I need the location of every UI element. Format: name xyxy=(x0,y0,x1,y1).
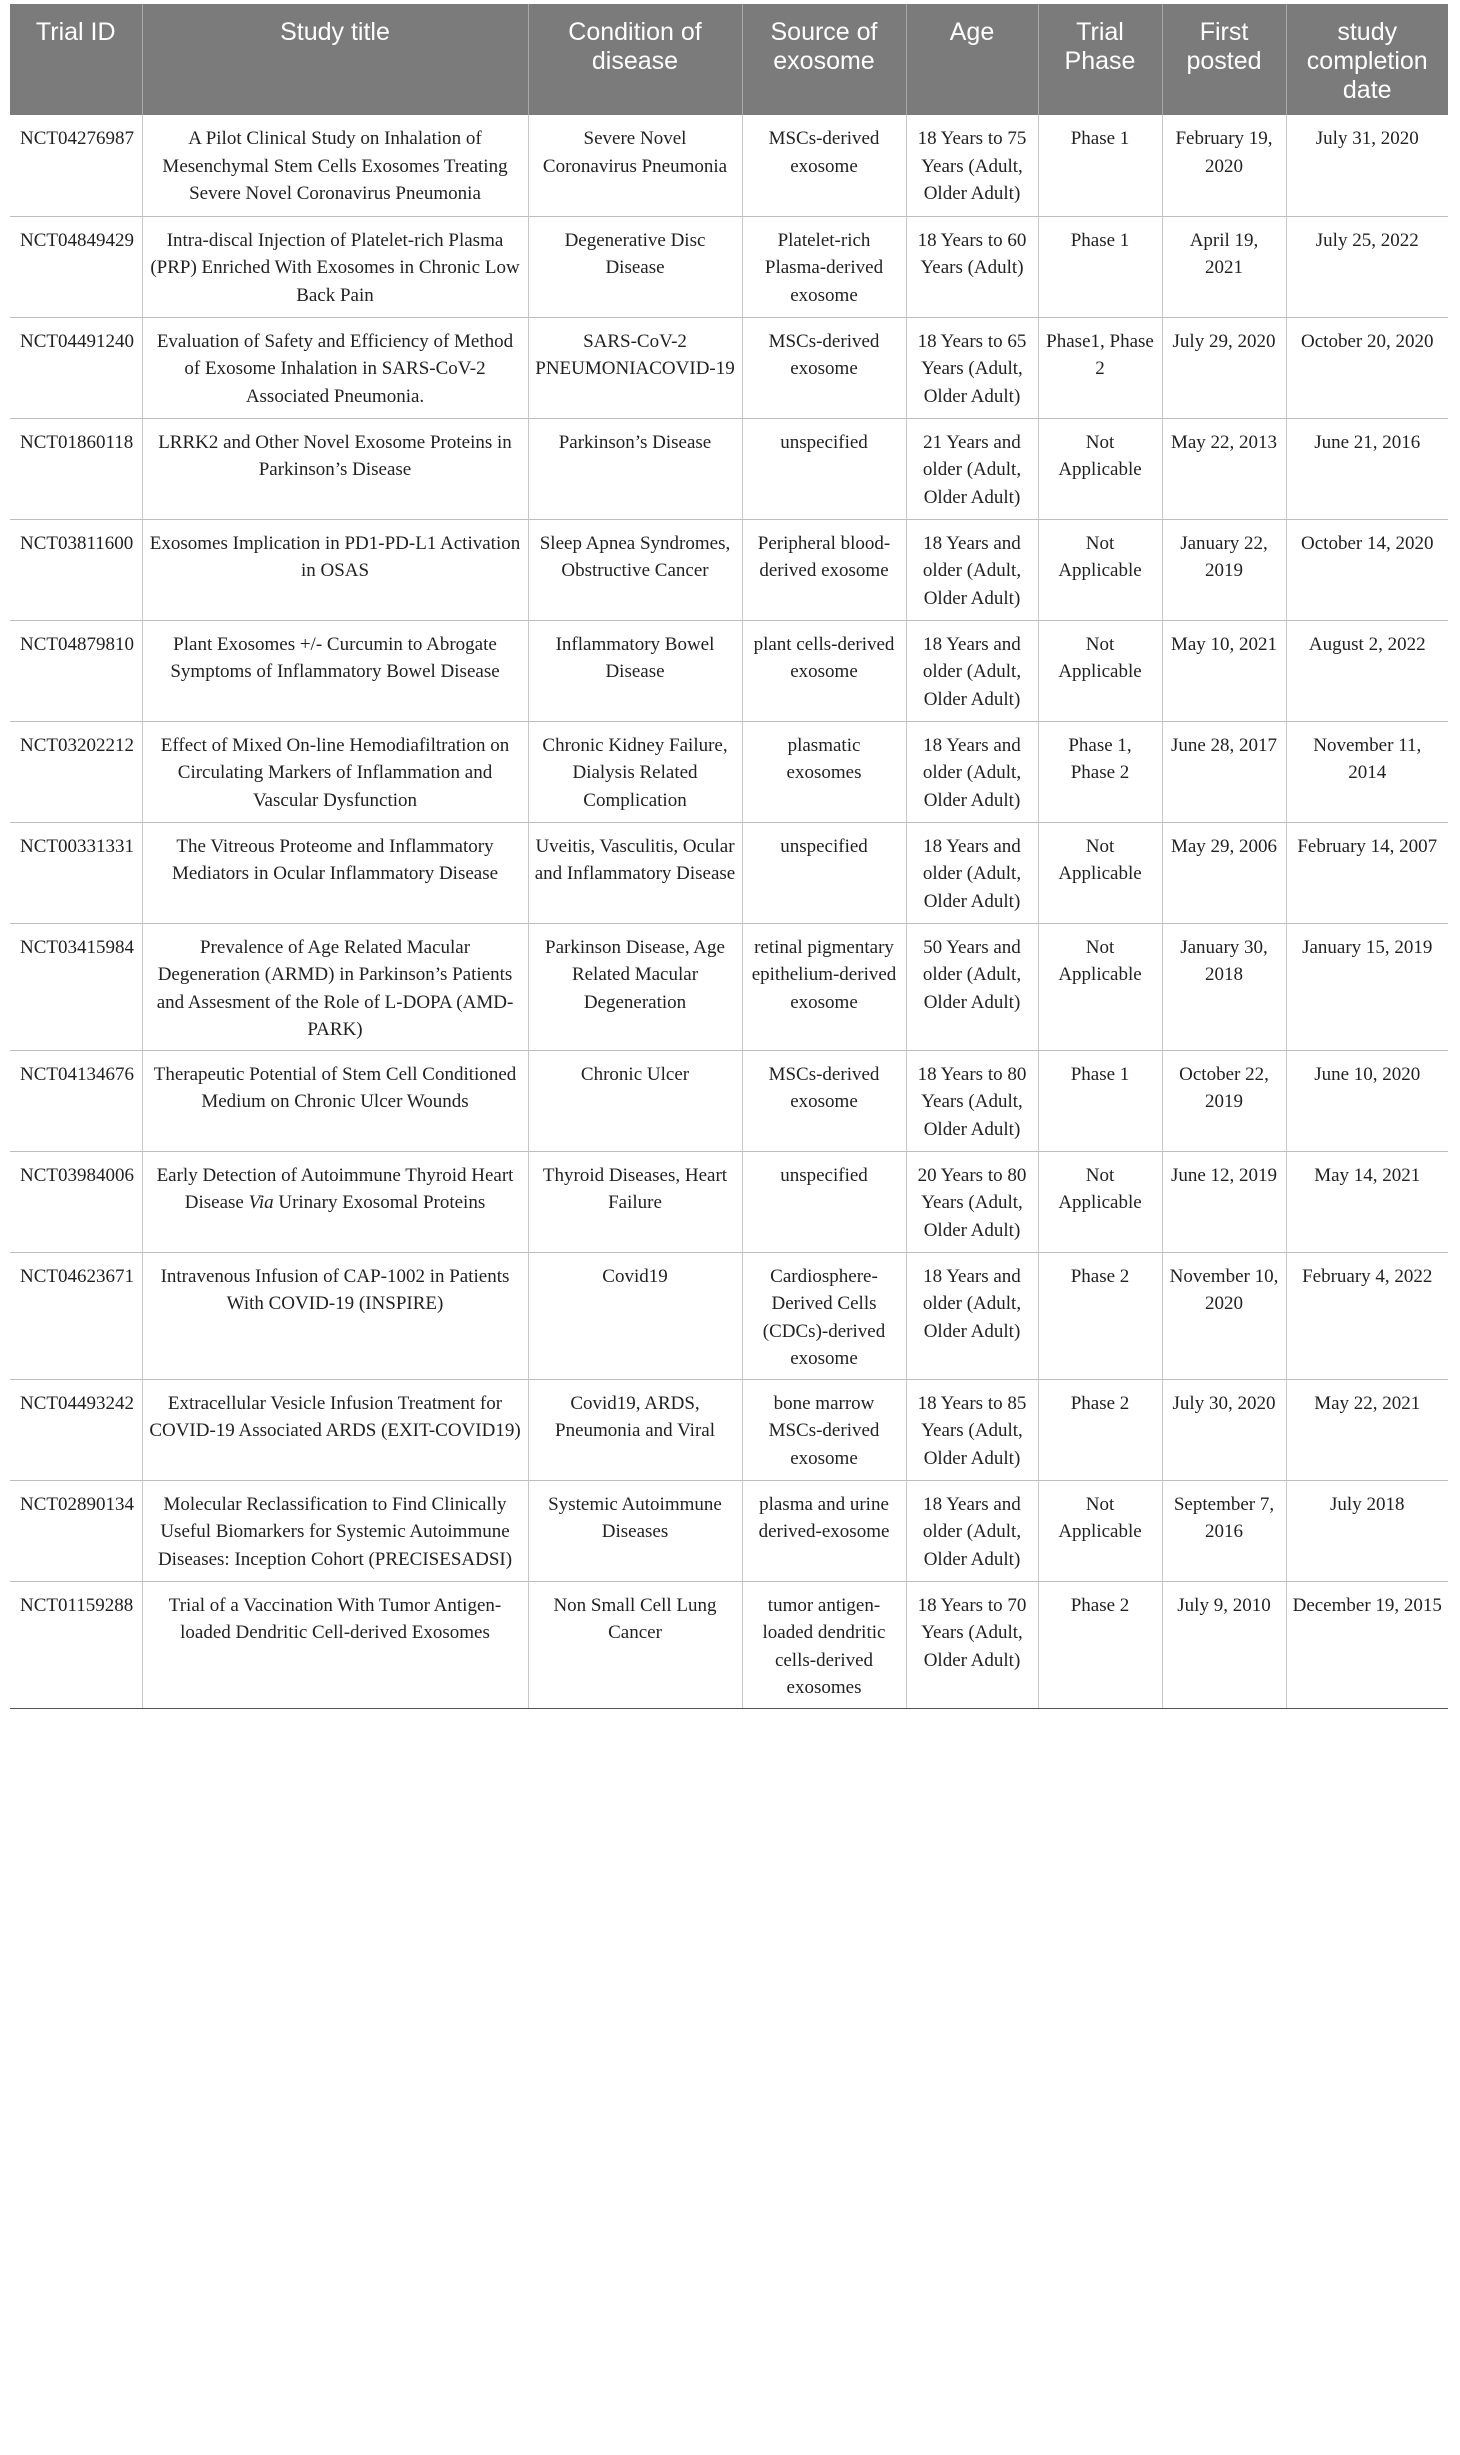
cell-first-posted: October 22, 2019 xyxy=(1162,1050,1286,1151)
cell-age: 18 Years and older (Adult, Older Adult) xyxy=(906,620,1038,721)
cell-source: unspecified xyxy=(742,822,906,923)
cell-study-title: Evaluation of Safety and Efficiency of Method of Exosome Inhalation in SARS-CoV-2 Associated Pneumonia. xyxy=(142,317,528,418)
cell-study-title: LRRK2 and Other Novel Exosome Proteins in Parkinson’s Disease xyxy=(142,418,528,519)
cell-source: Cardiosphere-Derived Cells (CDCs)-derived exosome xyxy=(742,1252,906,1379)
cell-study-title: Intra-discal Injection of Platelet-rich Plasma (PRP) Enriched With Exosomes in Chronic Low Back Pain xyxy=(142,216,528,317)
table-body xyxy=(10,115,1448,1708)
cell-first-posted: April 19, 2021 xyxy=(1162,216,1286,317)
header-trial-id: Trial ID xyxy=(10,4,142,115)
cell-source: unspecified xyxy=(742,1151,906,1252)
cell-completion-date: December 19, 2015 xyxy=(1286,1581,1448,1708)
cell-phase: Not Applicable xyxy=(1038,418,1162,519)
cell-source: plasma and urine derived-exosome xyxy=(742,1480,906,1581)
cell-age: 21 Years and older (Adult, Older Adult) xyxy=(906,418,1038,519)
cell-study-title: Therapeutic Potential of Stem Cell Conditioned Medium on Chronic Ulcer Wounds xyxy=(142,1050,528,1151)
table-row xyxy=(10,1252,1448,1379)
cell-completion-date: May 22, 2021 xyxy=(1286,1379,1448,1480)
cell-first-posted: July 29, 2020 xyxy=(1162,317,1286,418)
cell-trial-id: NCT03415984 xyxy=(10,923,142,1050)
header-source: Source of exosome xyxy=(742,4,906,115)
cell-source: unspecified xyxy=(742,418,906,519)
cell-age: 18 Years and older (Adult, Older Adult) xyxy=(906,822,1038,923)
table-row xyxy=(10,216,1448,317)
table-container xyxy=(10,4,1448,1709)
table-row xyxy=(10,317,1448,418)
cell-study-title: Plant Exosomes +/- Curcumin to Abrogate Symptoms of Inflammatory Bowel Disease xyxy=(142,620,528,721)
cell-condition: Parkinson’s Disease xyxy=(528,418,742,519)
cell-condition: Covid19, ARDS, Pneumonia and Viral xyxy=(528,1379,742,1480)
table-row xyxy=(10,620,1448,721)
table-row xyxy=(10,1050,1448,1151)
cell-trial-id: NCT04623671 xyxy=(10,1252,142,1379)
table-header xyxy=(10,4,1448,115)
header-condition: Condition of disease xyxy=(528,4,742,115)
cell-first-posted: July 30, 2020 xyxy=(1162,1379,1286,1480)
cell-study-title: The Vitreous Proteome and Inflammatory Mediators in Ocular Inflammatory Disease xyxy=(142,822,528,923)
cell-study-title: Molecular Reclassification to Find Clinically Useful Biomarkers for Systemic Autoimmune Diseases: Inception Cohort (PRECISESADSI) xyxy=(142,1480,528,1581)
table-row xyxy=(10,721,1448,822)
cell-first-posted: November 10, 2020 xyxy=(1162,1252,1286,1379)
header-phase: Trial Phase xyxy=(1038,4,1162,115)
cell-condition: Chronic Kidney Failure, Dialysis Related Complication xyxy=(528,721,742,822)
cell-age: 18 Years and older (Adult, Older Adult) xyxy=(906,721,1038,822)
header-study-title: Study title xyxy=(142,4,528,115)
cell-source: Platelet-rich Plasma-derived exosome xyxy=(742,216,906,317)
table-row xyxy=(10,1581,1448,1708)
cell-first-posted: July 9, 2010 xyxy=(1162,1581,1286,1708)
cell-source: MSCs-derived exosome xyxy=(742,1050,906,1151)
cell-completion-date: August 2, 2022 xyxy=(1286,620,1448,721)
cell-trial-id: NCT03811600 xyxy=(10,519,142,620)
clinical-trials-table xyxy=(10,4,1448,1709)
table-row xyxy=(10,418,1448,519)
table-row xyxy=(10,1151,1448,1252)
cell-condition: Chronic Ulcer xyxy=(528,1050,742,1151)
cell-trial-id: NCT04849429 xyxy=(10,216,142,317)
cell-completion-date: July 31, 2020 xyxy=(1286,115,1448,216)
cell-completion-date: October 20, 2020 xyxy=(1286,317,1448,418)
cell-trial-id: NCT01159288 xyxy=(10,1581,142,1708)
cell-phase: Not Applicable xyxy=(1038,620,1162,721)
cell-condition: Degenerative Disc Disease xyxy=(528,216,742,317)
cell-first-posted: May 29, 2006 xyxy=(1162,822,1286,923)
cell-phase: Phase 1 xyxy=(1038,216,1162,317)
cell-phase: Phase 1 xyxy=(1038,1050,1162,1151)
cell-trial-id: NCT04491240 xyxy=(10,317,142,418)
cell-phase: Phase 1, Phase 2 xyxy=(1038,721,1162,822)
cell-study-title: Trial of a Vaccination With Tumor Antigen-loaded Dendritic Cell-derived Exosomes xyxy=(142,1581,528,1708)
cell-first-posted: February 19, 2020 xyxy=(1162,115,1286,216)
cell-condition: SARS-CoV-2 PNEUMONIACOVID-19 xyxy=(528,317,742,418)
cell-condition: Non Small Cell Lung Cancer xyxy=(528,1581,742,1708)
cell-age: 18 Years to 70 Years (Adult, Older Adult) xyxy=(906,1581,1038,1708)
cell-trial-id: NCT04134676 xyxy=(10,1050,142,1151)
cell-age: 18 Years and older (Adult, Older Adult) xyxy=(906,1480,1038,1581)
cell-phase: Not Applicable xyxy=(1038,1151,1162,1252)
cell-source: retinal pigmentary epithelium-derived exosome xyxy=(742,923,906,1050)
cell-trial-id: NCT01860118 xyxy=(10,418,142,519)
cell-study-title: Extracellular Vesicle Infusion Treatment for COVID-19 Associated ARDS (EXIT-COVID19) xyxy=(142,1379,528,1480)
cell-trial-id: NCT04276987 xyxy=(10,115,142,216)
cell-study-title: Prevalence of Age Related Macular Degeneration (ARMD) in Parkinson’s Patients and Assesment of the Role of L-DOPA (AMD-PARK) xyxy=(142,923,528,1050)
cell-completion-date: June 21, 2016 xyxy=(1286,418,1448,519)
cell-phase: Not Applicable xyxy=(1038,923,1162,1050)
cell-condition: Systemic Autoimmune Diseases xyxy=(528,1480,742,1581)
table-row xyxy=(10,519,1448,620)
header-first-posted: First posted xyxy=(1162,4,1286,115)
cell-completion-date: July 2018 xyxy=(1286,1480,1448,1581)
cell-completion-date: October 14, 2020 xyxy=(1286,519,1448,620)
cell-phase: Not Applicable xyxy=(1038,1480,1162,1581)
cell-first-posted: May 10, 2021 xyxy=(1162,620,1286,721)
cell-trial-id: NCT04493242 xyxy=(10,1379,142,1480)
table-row xyxy=(10,115,1448,216)
cell-age: 18 Years to 75 Years (Adult, Older Adult) xyxy=(906,115,1038,216)
cell-trial-id: NCT04879810 xyxy=(10,620,142,721)
cell-condition: Covid19 xyxy=(528,1252,742,1379)
cell-completion-date: November 11, 2014 xyxy=(1286,721,1448,822)
cell-completion-date: May 14, 2021 xyxy=(1286,1151,1448,1252)
cell-age: 18 Years to 80 Years (Adult, Older Adult) xyxy=(906,1050,1038,1151)
cell-phase: Phase 1 xyxy=(1038,115,1162,216)
cell-age: 50 Years and older (Adult, Older Adult) xyxy=(906,923,1038,1050)
cell-source: plant cells-derived exosome xyxy=(742,620,906,721)
cell-condition: Inflammatory Bowel Disease xyxy=(528,620,742,721)
cell-phase: Not Applicable xyxy=(1038,519,1162,620)
cell-completion-date: February 4, 2022 xyxy=(1286,1252,1448,1379)
cell-age: 18 Years to 65 Years (Adult, Older Adult) xyxy=(906,317,1038,418)
cell-phase: Phase 2 xyxy=(1038,1581,1162,1708)
cell-source: tumor antigen-loaded dendritic cells-derived exosomes xyxy=(742,1581,906,1708)
cell-age: 18 Years and older (Adult, Older Adult) xyxy=(906,1252,1038,1379)
cell-trial-id: NCT03984006 xyxy=(10,1151,142,1252)
header-completion-date: study completion date xyxy=(1286,4,1448,115)
cell-phase: Phase 2 xyxy=(1038,1379,1162,1480)
cell-source: bone marrow MSCs-derived exosome xyxy=(742,1379,906,1480)
cell-condition: Thyroid Diseases, Heart Failure xyxy=(528,1151,742,1252)
cell-first-posted: January 30, 2018 xyxy=(1162,923,1286,1050)
cell-completion-date: June 10, 2020 xyxy=(1286,1050,1448,1151)
cell-trial-id: NCT00331331 xyxy=(10,822,142,923)
cell-source: Peripheral blood-derived exosome xyxy=(742,519,906,620)
cell-phase: Phase 2 xyxy=(1038,1252,1162,1379)
cell-source: MSCs-derived exosome xyxy=(742,317,906,418)
cell-trial-id: NCT02890134 xyxy=(10,1480,142,1581)
cell-completion-date: January 15, 2019 xyxy=(1286,923,1448,1050)
cell-completion-date: February 14, 2007 xyxy=(1286,822,1448,923)
header-age: Age xyxy=(906,4,1038,115)
cell-age: 18 Years to 60 Years (Adult) xyxy=(906,216,1038,317)
cell-first-posted: June 28, 2017 xyxy=(1162,721,1286,822)
table-row xyxy=(10,1379,1448,1480)
table-row xyxy=(10,1480,1448,1581)
cell-phase: Phase1, Phase 2 xyxy=(1038,317,1162,418)
cell-study-title: Effect of Mixed On-line Hemodiafiltration on Circulating Markers of Inflammation and Vascular Dysfunction xyxy=(142,721,528,822)
cell-phase: Not Applicable xyxy=(1038,822,1162,923)
cell-study-title: A Pilot Clinical Study on Inhalation of Mesenchymal Stem Cells Exosomes Treating Severe Novel Coronavirus Pneumonia xyxy=(142,115,528,216)
cell-condition: Severe Novel Coronavirus Pneumonia xyxy=(528,115,742,216)
cell-trial-id: NCT03202212 xyxy=(10,721,142,822)
cell-first-posted: January 22, 2019 xyxy=(1162,519,1286,620)
cell-first-posted: June 12, 2019 xyxy=(1162,1151,1286,1252)
cell-study-title: Exosomes Implication in PD1-PD-L1 Activation in OSAS xyxy=(142,519,528,620)
cell-study-title: Early Detection of Autoimmune Thyroid Heart Disease Via Urinary Exosomal Proteins xyxy=(142,1151,528,1252)
cell-source: MSCs-derived exosome xyxy=(742,115,906,216)
cell-study-title: Intravenous Infusion of CAP-1002 in Patients With COVID-19 (INSPIRE) xyxy=(142,1252,528,1379)
cell-condition: Sleep Apnea Syndromes, Obstructive Cancer xyxy=(528,519,742,620)
cell-age: 18 Years and older (Adult, Older Adult) xyxy=(906,519,1038,620)
cell-age: 18 Years to 85 Years (Adult, Older Adult) xyxy=(906,1379,1038,1480)
cell-first-posted: May 22, 2013 xyxy=(1162,418,1286,519)
cell-first-posted: September 7, 2016 xyxy=(1162,1480,1286,1581)
cell-age: 20 Years to 80 Years (Adult, Older Adult) xyxy=(906,1151,1038,1252)
header-row xyxy=(10,4,1448,115)
table-row xyxy=(10,923,1448,1050)
cell-condition: Parkinson Disease, Age Related Macular Degeneration xyxy=(528,923,742,1050)
cell-condition: Uveitis, Vasculitis, Ocular and Inflammatory Disease xyxy=(528,822,742,923)
cell-source: plasmatic exosomes xyxy=(742,721,906,822)
table-row xyxy=(10,822,1448,923)
cell-completion-date: July 25, 2022 xyxy=(1286,216,1448,317)
